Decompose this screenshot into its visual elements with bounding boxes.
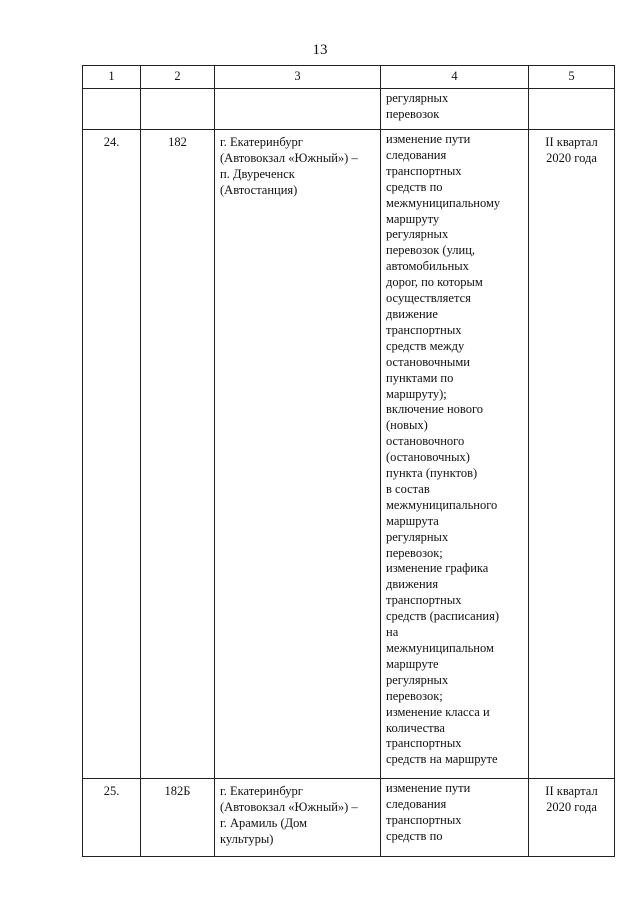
changes-line: изменение класса и [386,704,490,719]
changes-line: пункта (пунктов) [386,466,478,481]
route-line: (Автовокзал «Южный») – [220,150,358,165]
changes-line: транспортных [386,163,462,178]
changes-line: на [386,625,399,640]
changes-line: перевозок; [386,688,443,703]
changes-line: средств (расписания) [386,609,500,624]
route-line: п. Двуреченск [220,166,295,181]
changes-line: перевозок [386,106,440,121]
routes-table [82,65,615,857]
cell-num: 25. [83,779,141,857]
changes-line: регулярных [386,529,449,544]
period-line: 2020 года [546,799,597,814]
changes-line: средств между [386,338,465,353]
changes-line: перевозок; [386,545,443,560]
changes-line: маршруту); [386,386,447,401]
changes-line: изменение графика [386,561,489,576]
changes-line: остановочного [386,434,465,449]
changes-line: межмуниципальном [386,641,494,655]
column-header-1: 1 [83,66,141,89]
changes-line: дорог, по которым [386,275,483,290]
period-line: II квартал [545,784,598,798]
changes-line: движения [386,577,439,592]
changes-line: количества [386,720,445,735]
column-header-2: 2 [141,66,215,89]
route-line: г. Арамиль (Дом [220,815,308,830]
route-line: г. Екатеринбург [220,135,303,149]
table-row [83,779,615,857]
cell-num: 24. [83,130,141,779]
changes-line: маршруте [386,656,439,671]
changes-line: маршрута [386,513,439,528]
continuation-row [83,89,615,130]
changes-line: в состав [386,481,430,496]
changes-line: средств по [386,828,443,843]
route-line: (Автовокзал «Южный») – [220,799,358,814]
cell-route [215,779,381,857]
changes-line: регулярных [386,91,449,105]
column-header-5: 5 [529,66,615,89]
cell-changes [381,89,529,130]
cell-route-no [141,89,215,130]
changes-line: осуществляется [386,291,471,306]
changes-line: перевозок (улиц, [386,243,476,258]
changes-line: изменение пути [386,132,471,146]
changes-line: маршруту [386,211,440,226]
cell-period [529,779,615,857]
period-line: II квартал [545,135,598,149]
changes-line: (новых) [386,418,428,433]
cell-changes [381,130,529,779]
changes-line: транспортных [386,812,462,827]
cell-route-no: 182 [141,130,215,779]
column-header-4: 4 [381,66,529,89]
changes-line: транспортных [386,322,462,337]
header-row [83,66,615,89]
changes-line: средств на маршруте [386,752,498,767]
period-line: 2020 года [546,150,597,165]
changes-line: регулярных [386,672,449,687]
changes-line: регулярных [386,227,449,242]
changes-line: пунктами по [386,370,454,385]
column-header-3: 3 [215,66,381,89]
route-line: г. Екатеринбург [220,784,303,798]
changes-line: движение [386,306,438,321]
changes-line: (остановочных) [386,450,470,465]
changes-line: автомобильных [386,259,469,274]
changes-line: остановочными [386,354,470,369]
cell-period [529,130,615,779]
changes-line: следования [386,147,447,162]
changes-line: межмуниципального [386,497,498,512]
changes-line: средств по [386,179,443,194]
cell-route [215,130,381,779]
cell-period [529,89,615,130]
route-line: (Автостанция) [220,182,298,197]
changes-line: следования [386,796,447,811]
changes-line: транспортных [386,736,462,751]
changes-line: включение нового [386,402,484,417]
changes-line: изменение пути [386,781,471,795]
changes-line: межмуниципальному [386,195,501,210]
cell-changes [381,779,529,857]
changes-line: транспортных [386,593,462,608]
table-row [83,130,615,779]
cell-num [83,89,141,130]
page-number: 13 [312,42,328,58]
cell-route [215,89,381,130]
cell-route-no: 182Б [141,779,215,857]
route-line: культуры) [220,831,274,846]
